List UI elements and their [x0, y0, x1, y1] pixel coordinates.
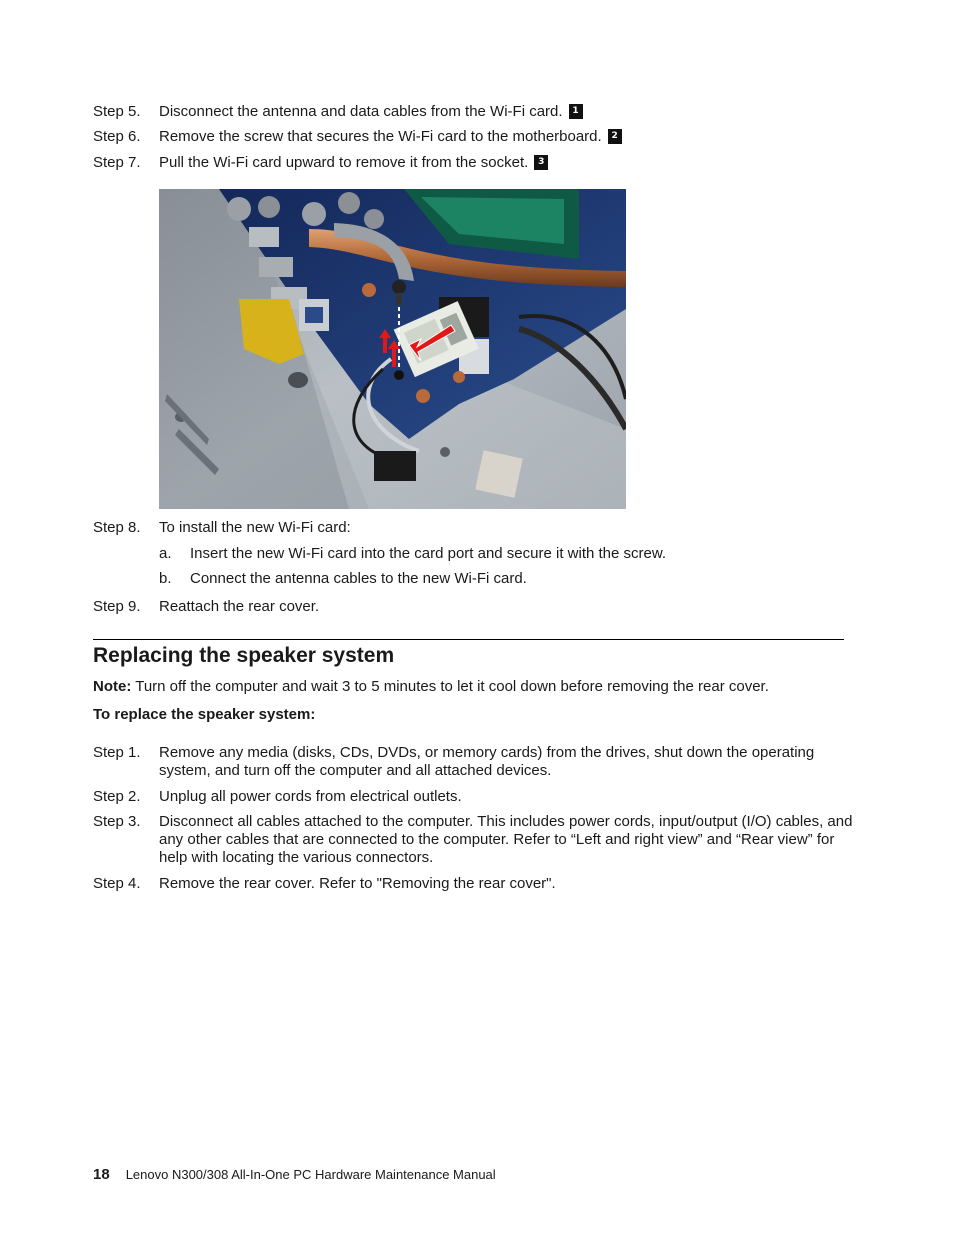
step-7: [93, 154, 853, 172]
step-3: [93, 813, 853, 867]
note: [93, 678, 853, 696]
step-text: Remove the screw that secures the Wi-Fi card to the motherboard.: [159, 128, 602, 145]
step-4: [93, 875, 853, 893]
step-label: Step 1.: [93, 744, 141, 761]
step-2: [93, 788, 853, 806]
step-label: Step 6.: [93, 128, 141, 145]
step-text: Remove any media (disks, CDs, DVDs, or memory cards) from the drives, shut down the operating system, and turn off the computer and all attached devices.: [159, 744, 815, 779]
section-title: Replacing the speaker system: [93, 644, 395, 667]
step-text: Unplug all power cords from electrical outlets.: [159, 788, 462, 805]
substep-label: b.: [159, 570, 172, 587]
photo-illustration: [159, 189, 626, 509]
page-footer: [93, 1166, 496, 1184]
note-text: Turn off the computer and wait 3 to 5 minutes to let it cool down before removing the rear cover.: [131, 678, 769, 695]
step-text: Reattach the rear cover.: [159, 598, 320, 615]
substep-a: [159, 545, 849, 563]
step-text: Remove the rear cover. Refer to "Removing the rear cover".: [159, 875, 556, 892]
step-label: Step 5.: [93, 103, 141, 120]
callout-badge-1: 1: [569, 104, 583, 119]
manual-title: Lenovo N300/308 All-In-One PC Hardware Maintenance Manual: [125, 1167, 496, 1182]
step-6: [93, 128, 853, 146]
step-text: Disconnect all cables attached to the computer. This includes power cords, input/output (I/O) cables, and any other cables that are connected to the computer. Refer to “Left and right view” and “Rear view” for help with locating the various connectors.: [159, 813, 853, 866]
step-text: Disconnect the antenna and data cables from the Wi-Fi card.: [159, 103, 563, 120]
step-label: Step 7.: [93, 154, 141, 171]
step-9: [93, 598, 853, 616]
substep-text: Connect the antenna cables to the new Wi-Fi card.: [190, 570, 527, 587]
step-text: To install the new Wi-Fi card:: [159, 519, 351, 536]
procedure-title: To replace the speaker system:: [93, 706, 316, 723]
substep-label: a.: [159, 545, 172, 562]
callout-badge-2: 2: [608, 129, 622, 144]
step-text: Pull the Wi-Fi card upward to remove it from the socket.: [159, 154, 529, 171]
step-5: [93, 103, 853, 121]
callout-badge-3: 3: [534, 155, 548, 170]
section-divider: [93, 639, 844, 640]
substep-b: [159, 570, 849, 588]
step-8: [93, 519, 853, 537]
note-label: Note:: [93, 678, 132, 695]
step-1: [93, 744, 853, 780]
step-label: Step 2.: [93, 788, 141, 805]
substep-text: Insert the new Wi-Fi card into the card port and secure it with the screw.: [190, 545, 667, 562]
page-number: 18: [93, 1166, 110, 1183]
step-label: Step 8.: [93, 519, 141, 536]
step-label: Step 9.: [93, 598, 141, 615]
wifi-card-removal-photo: [159, 189, 626, 509]
step-label: Step 3.: [93, 813, 141, 830]
step-label: Step 4.: [93, 875, 141, 892]
